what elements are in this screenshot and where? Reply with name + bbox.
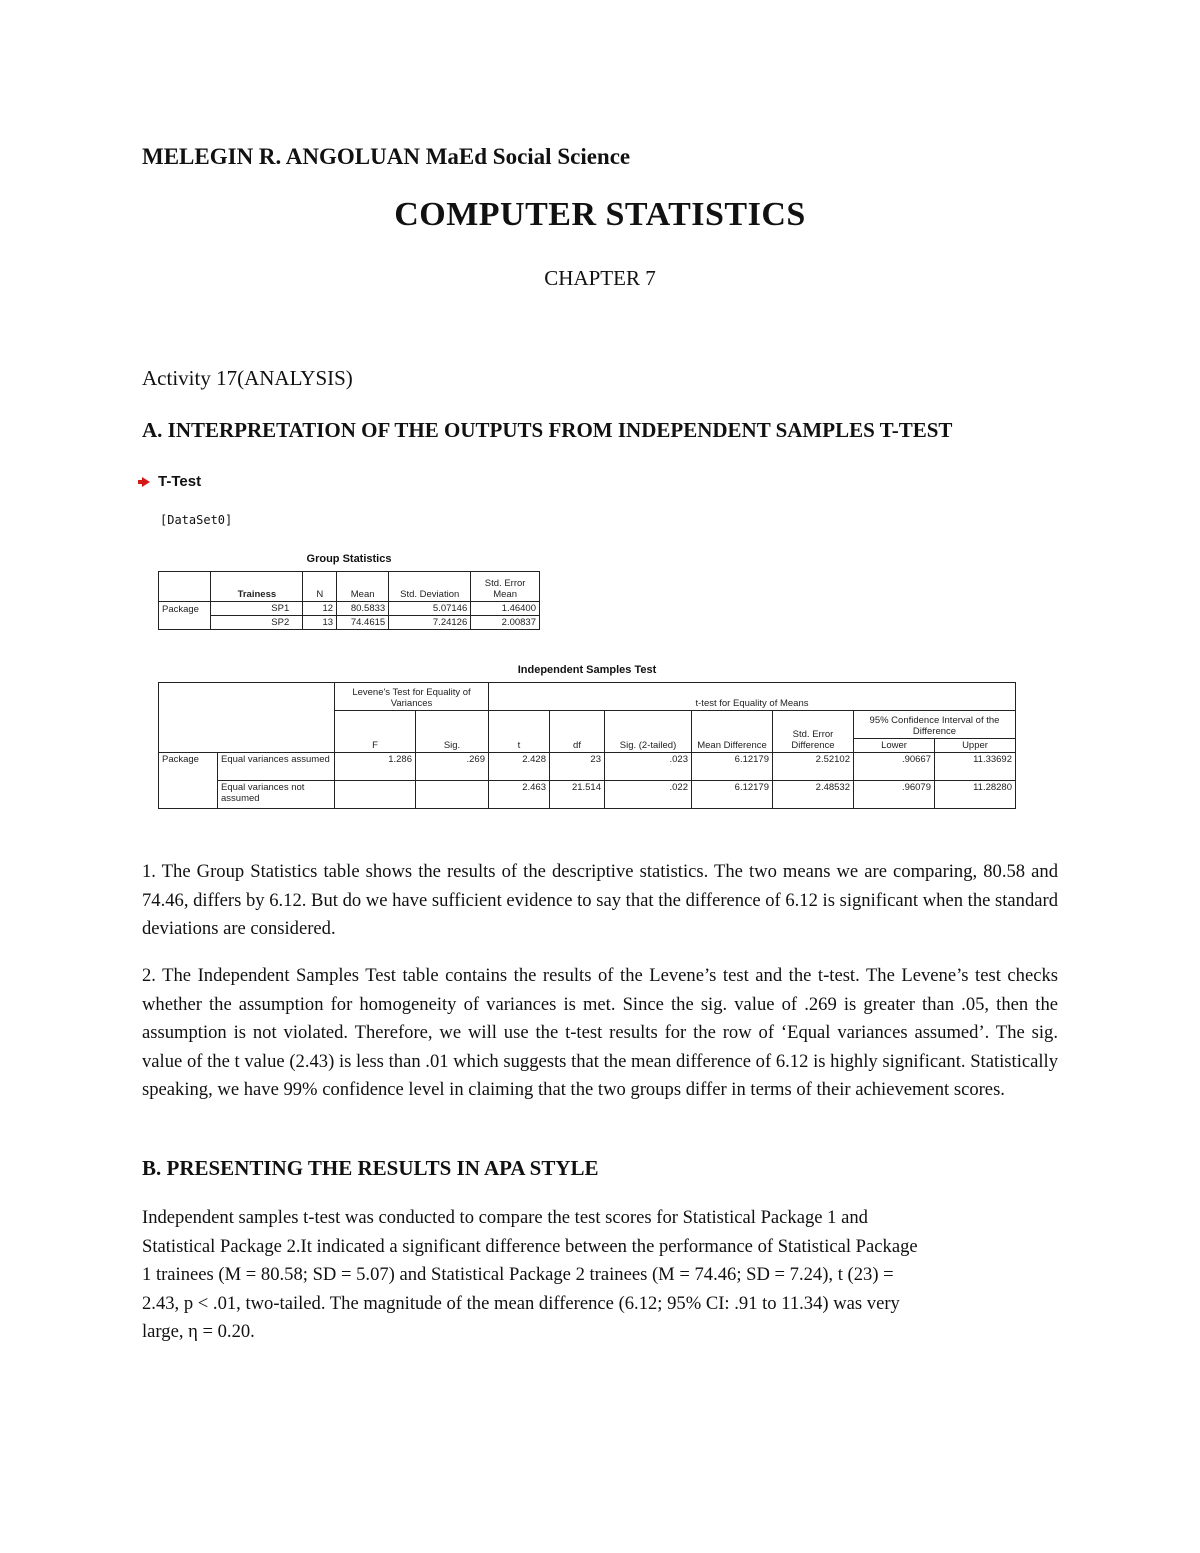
- ttest-output-heading: [142, 473, 201, 490]
- header-trainess: Trainess: [211, 572, 303, 602]
- apa-line: 2.43, p < .01, two-tailed. The magnitude of the mean difference (6.12; 95% CI: .91 to 11.34) was very: [142, 1292, 900, 1314]
- levene-header: Levene's Test for Equality of Variances: [335, 683, 489, 711]
- ttest-label: T-Test: [158, 473, 202, 490]
- apa-line: Statistical Package 2.It indicated a significant difference between the performance of Statistical Package: [142, 1235, 918, 1257]
- section-a-heading: A. INTERPRETATION OF THE OUTPUTS FROM INDEPENDENT SAMPLES T-TEST: [142, 418, 953, 442]
- red-arrow-icon: [142, 477, 150, 487]
- apa-line: Independent samples t-test was conducted to compare the test scores for Statistical Package 1 and: [142, 1207, 868, 1228]
- group-stats-table: [158, 571, 540, 630]
- document-title: COMPUTER STATISTICS: [394, 196, 806, 233]
- header-std-error-mean: Std. Error Mean: [471, 572, 540, 602]
- paragraph-2: 2. The Independent Samples Test table contains the results of the Levene’s test and the t-test. The Levene’s test checks whether the assumption for homogeneity of variances is met. Since the sig. value of .269 is greater than .05, then the assumption is not violated. Therefore, we will use the t-test results for the row of ‘Equal variances assumed’. The sig. value of the t value (2.43) is less than .01 which suggests that the mean difference of 6.12 is highly significant. Statistically speaking, we have 99% confidence level in claiming that the two groups differ in terms of their achievement scores.: [142, 965, 1058, 1101]
- ttest-header: t-test for Equality of Means: [489, 683, 1016, 711]
- paragraph-1: 1. The Group Statistics table shows the results of the descriptive statistics. The two means we are comparing, 80.58 and 74.46, differs by 6.12. But do we have sufficient evidence to say that the difference of 6.12 is significant when the standard deviations are considered.: [142, 861, 1059, 940]
- dataset-label: [DataSet0]: [160, 513, 233, 527]
- header-mean: Mean: [337, 572, 389, 602]
- ci-header: 95% Confidence Interval of the Difference: [854, 711, 1016, 739]
- header-n: N: [303, 572, 337, 602]
- ind-samples-table: Levene's Test for Equality of Variances t-test for Equality of Means F Sig. t df Sig. (2-tailed) Mean Difference Std. Error Difference 95% Confidence Interval of the Difference Lower Upper Package Equal variances assumed 1.286 .269 2.428 23 .023 6.12179 2.52102 .90667 11.33692 Equal variances not assumed 2.463 21.514 .022 6.12179 2.48532 .96079 11.28280: [158, 682, 1016, 809]
- table-row: Package Equal variances assumed 1.286 .269 2.428 23 .023 6.12179 2.52102 .90667 11.33692: [159, 753, 1016, 781]
- apa-line: large, η = 0.20.: [142, 1321, 255, 1343]
- header-std-deviation: Std. Deviation: [389, 572, 471, 602]
- chapter-label: CHAPTER 7: [544, 266, 656, 290]
- table-row: SP2 13 74.4615 7.24126 2.00837: [159, 616, 540, 630]
- table-row: Package SP1 12 80.5833 5.07146 1.46400: [159, 602, 540, 616]
- apa-line: 1 trainees (M = 80.58; SD = 5.07) and Statistical Package 2 trainees (M = 74.46; SD = 7.24), t (23) =: [142, 1264, 894, 1286]
- activity-label: Activity 17(ANALYSIS): [142, 366, 353, 390]
- table-row: Equal variances not assumed 2.463 21.514 .022 6.12179 2.48532 .96079 11.28280: [159, 781, 1016, 809]
- apa-paragraph: [142, 1204, 1062, 1347]
- author-line: MELEGIN R. ANGOLUAN MaEd Social Science: [142, 144, 631, 169]
- ind-test-caption: Independent Samples Test: [517, 664, 657, 676]
- variable-label: Package: [159, 602, 211, 616]
- group-stats-caption: Group Statistics: [306, 553, 392, 565]
- section-b-heading: B. PRESENTING THE RESULTS IN APA STYLE: [142, 1156, 599, 1180]
